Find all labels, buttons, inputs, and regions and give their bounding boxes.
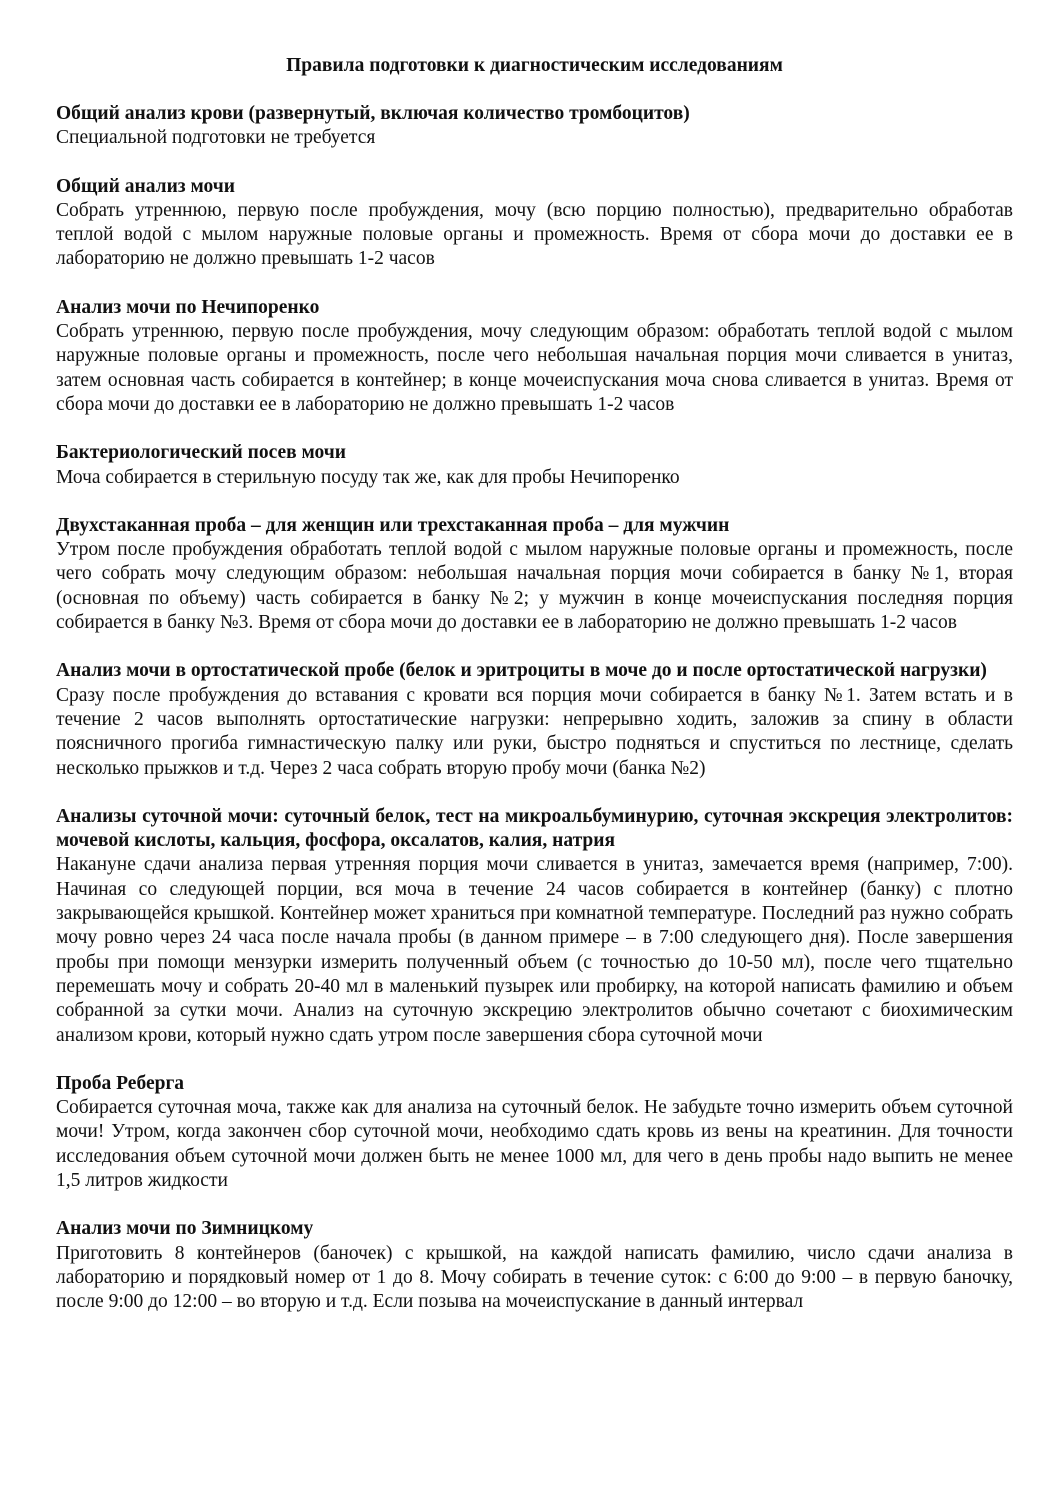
section-heading: Анализ мочи по Зимницкому	[56, 1218, 314, 1240]
section-glass-test	[56, 514, 1013, 635]
section-body: Собирается суточная моча, также как для анализа на суточный белок. Не забудьте точно измерить объем суточной мочи! Утром, когда закончен сбор суточной мочи, необходимо сдать кровь из вены на креатинин. Для точности исследования объем суточной мочи должен быть не менее 1000 мл, для чего в день пробы надо выпить не менее 1,5 литров жидкости	[56, 1097, 1013, 1191]
section-zimnitsky	[56, 1217, 1013, 1314]
section-reberg	[56, 1072, 1013, 1193]
section-body: Собрать утреннюю, первую после пробуждения, мочу (всю порцию полностью), предварительно обработав теплой водой с мылом наружные половые органы и промежность. Время от сбора мочи до доставки ее в лабораторию не должно превышать 1-2 часов	[56, 199, 1013, 270]
section-body: Утром после пробуждения обработать теплой водой с мылом наружные половые органы и промежность, после чего собрать мочу следующим образом: небольшая начальная порция мочи собирается в банку №1, вторая (основная по объему) часть собирается в банку №2; у мужчин в конце мочеиспускания последняя порция собирается в банку №3. Время от сбора мочи до доставки ее в лабораторию не должно превышать 1-2 часов	[56, 539, 1013, 634]
section-cbc	[56, 102, 1013, 151]
section-body: Собрать утреннюю, первую после пробуждения, мочу следующим образом: обработать теплой водой с мылом наружные половые органы и промежность, после чего небольшая начальная порция мочи сливается в унитаз, затем основная часть собирается в контейнер; в конце мочеиспускания моча снова сливается в унитаз. Время от сбора мочи до доставки ее в лабораторию не должно превышать 1-2 часов	[56, 321, 1013, 415]
section-heading: Общий анализ мочи	[56, 175, 236, 197]
section-nechiporenko	[56, 296, 1013, 417]
section-daily-urine	[56, 805, 1013, 1048]
section-heading: Общий анализ крови (развернутый, включая количество тромбоцитов)	[56, 103, 690, 124]
section-orthostatic	[56, 659, 1013, 780]
section-urine-culture	[56, 441, 1013, 490]
section-heading: Проба Реберга	[56, 1072, 185, 1094]
section-body: Специальной подготовки не требуется	[56, 127, 376, 149]
section-urinalysis	[56, 175, 1013, 272]
section-body: Моча собирается в стерильную посуду так же, как для пробы Нечипоренко	[56, 466, 680, 488]
section-body: Накануне сдачи анализа первая утренняя порция мочи сливается в унитаз, замечается время (например, 7:00). Начиная со следующей порции, вся моча в течение 24 часов собирается в контейнер (банку) с плотно закрывающейся крышкой. Контейнер может храниться при комнатной температуре. Последний раз нужно собрать мочу ровно через 24 часа после начала пробы (в данном примере – в 7:00 следующего дня). После завершения пробы при помощи мензурки измерить полученный объем (с точностью до 10-50 мл), после чего тщательно перемешать мочу и собрать 20-40 мл в маленький пузырек или пробирку, на которой написать фамилию и объем собранной за сутки мочи. Анализ на суточную экскрецию электролитов обычно сочетают с биохимическим анализом крови, который нужно сдать утром после завершения сбора суточной мочи	[56, 854, 1013, 1046]
document-title: Правила подготовки к диагностическим исследованиям	[286, 55, 783, 76]
document-page	[56, 54, 1013, 1338]
section-heading: Анализ мочи в ортостатической пробе (белок и эритроциты в моче до и после ортостатической нагрузки)	[56, 660, 987, 682]
section-body: Сразу после пробуждения до вставания с кровати вся порция мочи собирается в банку №1. Затем встать и в течение 2 часов выполнять ортостатические нагрузки: непрерывно ходить, заложив за спину в области поясничного прогиба гимнастическую палку или руки, быстро подняться и спуститься по лестнице, сделать несколько прыжков и т.д. Через 2 часа собрать вторую пробу мочи (банка №2)	[56, 684, 1013, 779]
section-body: Приготовить 8 контейнеров (баночек) с крышкой, на каждой написать фамилию, число сдачи анализа в лабораторию и порядковый номер от 1 до 8. Мочу собирать в течение суток: с 6:00 до 9:00 – в первую баночку, после 9:00 до 12:00 – во вторую и т.д. Если позыва на мочеиспускание в данный интервал	[56, 1242, 1013, 1313]
section-heading: Анализ мочи по Нечипоренко	[56, 296, 320, 318]
section-heading: Анализы суточной мочи: суточный белок, тест на микроальбуминурию, суточная экскреция электролитов: мочевой кислоты, кальция, фосфора, оксалатов, калия, натрия	[56, 805, 1013, 852]
section-heading: Двухстаканная проба – для женщин или трехстаканная проба – для мужчин	[56, 514, 730, 536]
section-heading: Бактериологический посев мочи	[56, 442, 347, 464]
